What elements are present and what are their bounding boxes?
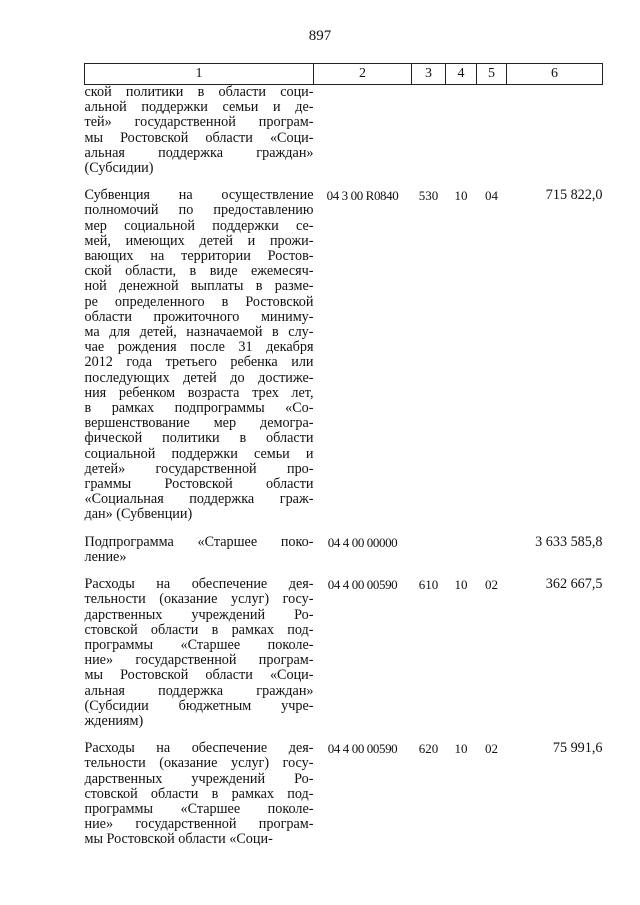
row-description <box>85 85 314 189</box>
amount-cell: 3 633 585,8 <box>535 533 603 550</box>
description-line: социальной поддержки семьи и <box>84 445 314 462</box>
description-line: мы Ростовской области «Соци- <box>84 831 273 848</box>
description-line: альная поддержка граждан» <box>84 682 314 699</box>
page-number: 897 <box>308 28 332 44</box>
description-line: граммы Ростовской области <box>84 476 314 493</box>
vr-cell: 610 <box>418 577 439 593</box>
column-header: 3 <box>412 64 446 85</box>
table-row <box>85 577 603 741</box>
description-line: Расходы на обеспечение дея- <box>84 740 314 757</box>
row-description <box>85 577 314 741</box>
description-line: ние» государственной програм- <box>84 652 314 669</box>
pr-cell <box>477 535 507 577</box>
description-line: Расходы на обеспечение дея- <box>84 576 314 593</box>
column-header: 5 <box>477 64 507 85</box>
description-line: ние» государственной програм- <box>84 816 314 833</box>
vr-cell <box>412 535 446 577</box>
description-line: 2012 года третьего ребенка или <box>84 354 314 371</box>
description-line: альной поддержки семьи и де- <box>84 99 314 116</box>
description-line: программы «Старшее поколе- <box>84 800 314 817</box>
code-cell: 04 3 00 R0840 <box>326 188 399 204</box>
row-description <box>85 188 314 534</box>
description-line: «Социальная поддержка граж- <box>84 491 314 508</box>
column-header: 4 <box>446 64 477 85</box>
description-line: тей» государственной програм- <box>84 114 314 131</box>
description-line: ской политики в области соци- <box>84 84 314 100</box>
description-line: ской области, в виде ежемесяч- <box>84 263 314 280</box>
description-line: альная поддержка граждан» <box>84 144 314 161</box>
description-line: вершенствование мер демогра- <box>84 415 314 432</box>
description-line: тельности (оказание услуг) госу- <box>84 755 314 772</box>
description-line: последующих детей до достиже- <box>84 369 314 386</box>
row-description <box>85 741 314 847</box>
description-line: ма для детей, назначаемой в слу- <box>84 324 314 341</box>
pr-cell: 04 <box>485 188 498 204</box>
rz-cell: 10 <box>454 188 468 204</box>
description-line: стовской области в рамках под- <box>84 621 314 638</box>
description-line: фической политики в области <box>84 430 314 447</box>
description-line: (Субсидии бюджетным учре- <box>84 697 314 714</box>
column-header: 2 <box>314 64 412 85</box>
pr-cell: 02 <box>485 741 498 757</box>
code-cell <box>314 85 412 189</box>
description-line: мы Ростовской области «Соци- <box>84 667 314 684</box>
amount-cell: 715 822,0 <box>545 187 603 204</box>
description-line: программы «Старшее поколе- <box>84 636 314 653</box>
budget-table <box>84 63 603 848</box>
description-line: ждениям) <box>84 712 144 729</box>
vr-cell: 620 <box>418 741 439 757</box>
vr-cell: 530 <box>418 188 439 204</box>
amount-cell <box>507 85 603 189</box>
table-header-row <box>85 64 603 85</box>
code-cell: 04 4 00 00590 <box>327 577 398 593</box>
description-line: мей, имеющих детей и прожи- <box>84 232 314 249</box>
description-line: дарственных учреждений Ро- <box>84 770 314 787</box>
description-line: (Субсидии) <box>84 160 154 177</box>
description-line: ление» <box>84 548 127 565</box>
table-row <box>85 741 603 847</box>
description-line: ния ребенком возраста трех лет, <box>84 384 314 401</box>
description-line: ре определенного в Ростовской <box>84 293 314 310</box>
description-line: дан» (Субвенции) <box>84 506 193 523</box>
description-line: мы Ростовской области «Соци- <box>84 129 314 146</box>
pr-cell <box>477 85 507 189</box>
table-row <box>85 188 603 534</box>
code-cell: 04 4 00 00000 <box>327 534 398 550</box>
description-line: стовской области в рамках под- <box>84 785 314 802</box>
rz-cell <box>446 85 477 189</box>
description-line: области прожиточного миниму- <box>84 308 314 325</box>
description-line: детей» государственной про- <box>84 460 314 477</box>
rz-cell <box>446 535 477 577</box>
description-line: тельности (оказание услуг) госу- <box>84 591 314 608</box>
description-line: ной денежной выплаты в разме- <box>84 278 314 295</box>
rz-cell: 10 <box>454 741 468 757</box>
pr-cell: 02 <box>485 577 498 593</box>
description-line: Подпрограмма «Старшее поко- <box>84 533 314 550</box>
row-description <box>85 535 314 577</box>
description-line: вающих на территории Ростов- <box>84 248 314 265</box>
code-cell: 04 4 00 00590 <box>327 741 398 757</box>
description-line: Субвенция на осуществление <box>84 187 314 204</box>
description-line: полномочий по предоставлению <box>84 202 314 219</box>
amount-cell: 75 991,6 <box>552 740 603 757</box>
description-line: в рамках подпрограммы «Со- <box>84 400 314 417</box>
amount-cell: 362 667,5 <box>545 576 603 593</box>
column-header: 1 <box>85 64 314 85</box>
description-line: мер социальной поддержки се- <box>84 217 314 234</box>
column-header: 6 <box>507 64 603 85</box>
table-row <box>85 85 603 189</box>
table-row <box>85 535 603 577</box>
rz-cell: 10 <box>454 577 468 593</box>
vr-cell <box>412 85 446 189</box>
description-line: дарственных учреждений Ро- <box>84 606 314 623</box>
description-line: чае рождения после 31 декабря <box>84 339 314 356</box>
